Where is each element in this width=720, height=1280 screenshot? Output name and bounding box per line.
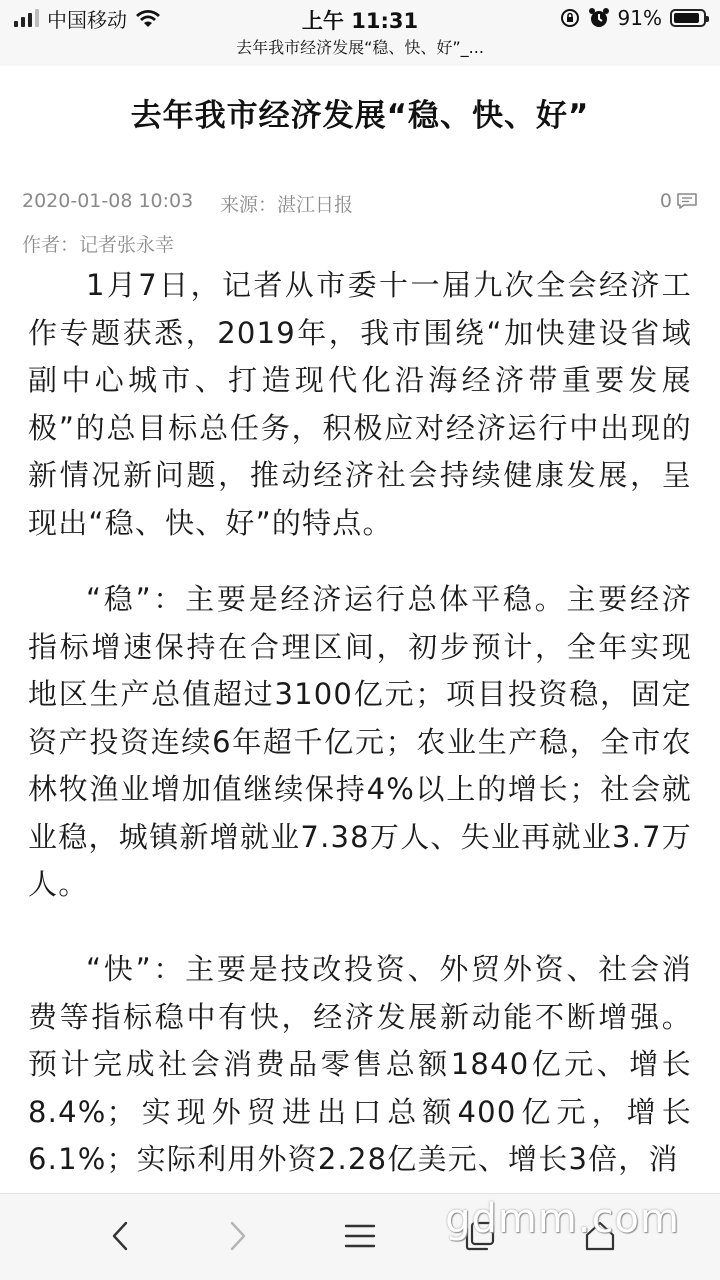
article-paragraph [28, 946, 692, 1184]
carrier-name: 中国移动 [47, 7, 127, 32]
article-paragraph [28, 262, 692, 547]
lock-rotation-icon [560, 8, 580, 28]
paragraph-text: 1月7日，记者从市委十一届九次全会经济工作专题获悉，2019年，我市围绕“加快建设省域副中心城市、打造现代化沿海经济带重要发展极”的总目标总任务，积极应对经济运行中出现的新情况新问题，推动经济社会持续健康发展，呈现出“稳、快、好”的特点。 [28, 268, 692, 540]
battery-percent: 91% [617, 6, 662, 30]
battery-fill [674, 13, 699, 23]
article-author: 作者：记者张永幸 [22, 234, 175, 256]
status-right [560, 6, 706, 30]
browser-toolbar [0, 1193, 720, 1280]
publish-date: 2020-01-08 10:03 [22, 190, 194, 212]
article-source: 来源：湛江日报 [220, 194, 354, 216]
menu-icon [344, 1222, 376, 1250]
back-button[interactable] [96, 1214, 144, 1258]
article-paragraph [28, 576, 692, 909]
back-icon [110, 1220, 130, 1252]
status-bar [0, 0, 720, 36]
browser-page-title: 去年我市经济发展“稳、快、好”_... [0, 36, 720, 66]
forward-icon [228, 1220, 248, 1252]
battery-icon [670, 9, 706, 27]
forward-button[interactable] [214, 1214, 262, 1258]
site-watermark: gdmm.com [445, 1196, 680, 1242]
paragraph-text: “快”：主要是技改投资、外贸外资、社会消费等指标稳中有快，经济发展新动能不断增强。预计完成社会消费品零售总额1840亿元、增长8.4%；实现外贸进出口总额400亿元，增长6.1%；实际利用外资2.28亿美元、增长3倍，消 [28, 952, 692, 1176]
menu-button[interactable] [336, 1214, 384, 1258]
comment-icon [676, 192, 698, 210]
article-headline: 去年我市经济发展“稳、快、好” [130, 98, 590, 134]
alarm-icon [588, 7, 610, 29]
paragraph-text: “稳”：主要是经济运行总体平稳。主要经济指标增速保持在合理区间，初步预计，全年实现地区生产总值超过3100亿元；项目投资稳，固定资产投资连续6年超千亿元；农业生产稳，全市农林牧渔业增加值继续保持4%以上的增长；社会就业稳，城镇新增就业7.38万人、失业再就业3.7万人。 [28, 582, 692, 901]
comment-count: 0 [659, 190, 672, 212]
article-meta [22, 190, 698, 218]
status-time: 上午 11:31 [301, 9, 419, 33]
comment-count-button[interactable] [660, 190, 698, 212]
